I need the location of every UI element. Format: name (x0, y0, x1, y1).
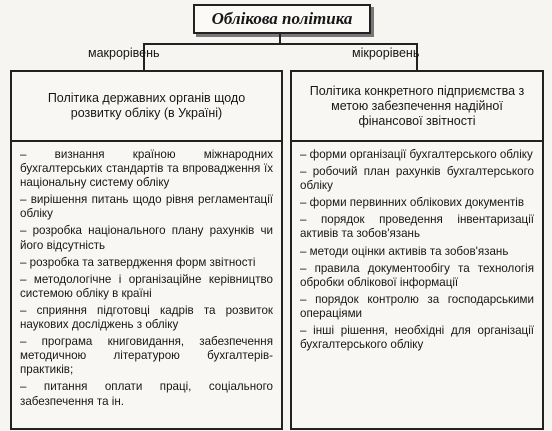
micro-level-list (292, 142, 542, 352)
list-item: – порядок проведення інвентаризації активів та зобов'язань (300, 213, 534, 241)
macro-level-header: Політика державних органів щодо розвитку обліку (в Україні) (12, 72, 281, 142)
diagram-title: Облікова політика (193, 4, 371, 34)
list-item: – вирішення питань щодо рівня регламентації обліку (20, 193, 273, 221)
macro-level-label: макрорівень (88, 46, 160, 60)
list-item: – порядок контролю за господарськими операціями (300, 292, 534, 320)
micro-level-header: Політика конкретного підприємства з метою забезпечення надійної фінансової звітності (292, 72, 542, 142)
list-item: – визнання країною міжнародних бухгалтерських стандартів та впровадження їх національну систему обліку (20, 148, 273, 190)
list-item: – інші рішення, необхідні для організації бухгалтерського обліку (300, 324, 534, 352)
list-item: – правила документообігу та технологія обробки облікової інформації (300, 261, 534, 289)
list-item: – методологічне і організаційне керівництво системою обліку в країні (20, 272, 273, 300)
macro-level-list (12, 142, 281, 409)
list-item: – робочий план рахунків бухгалтерського обліку (300, 165, 534, 193)
list-item: – форми первинних облікових документів (300, 196, 525, 210)
list-item: – розробка національного плану рахунків чи його відсутність (20, 224, 273, 252)
list-item: – розробка та затвердження форм звітності (20, 255, 256, 269)
list-item: – питання оплати праці, соціального забезпечення та ін. (20, 380, 273, 408)
list-item: – програма книговидання, забезпечення методичною літературою бухгалтерів-практиків; (20, 335, 273, 377)
micro-level-label: мікрорівень (352, 46, 420, 60)
connector-horizontal (143, 43, 418, 45)
micro-level-box (290, 70, 544, 430)
list-item: – форми організації бухгалтерського обліку (300, 148, 533, 161)
list-item: – методи оцінки активів та зобов'язань (300, 244, 509, 258)
macro-level-box (10, 70, 283, 430)
list-item: – сприяння підготовці кадрів та розвиток наукових досліджень з обліку (20, 303, 273, 332)
